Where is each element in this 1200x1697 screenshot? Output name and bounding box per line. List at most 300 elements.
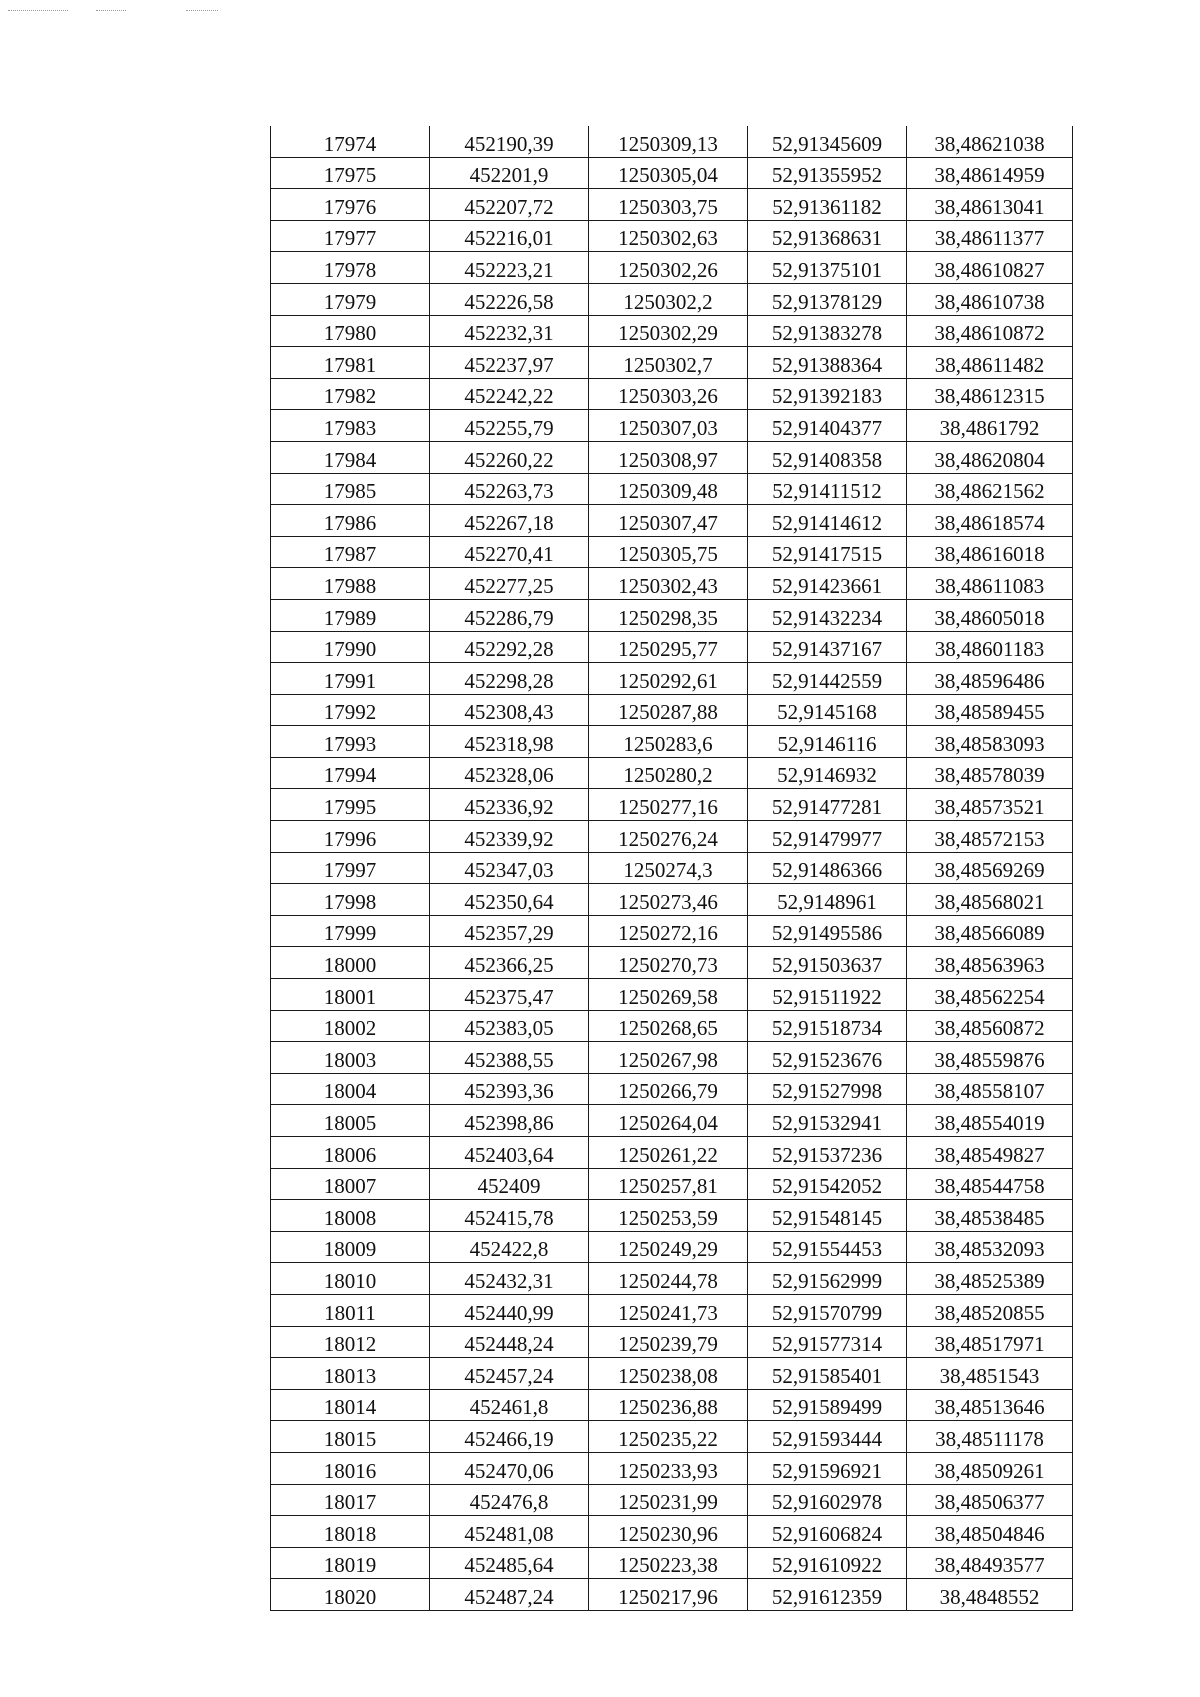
latitude-cell bbox=[748, 694, 907, 726]
longitude-cell bbox=[907, 1168, 1073, 1200]
cell-value: 1250267,98 bbox=[618, 1047, 718, 1072]
cell-value: 18002 bbox=[323, 1016, 377, 1041]
point-number-cell bbox=[271, 189, 430, 221]
longitude-cell bbox=[907, 757, 1073, 789]
cell-value: 38,48605018 bbox=[934, 605, 1045, 630]
table-row bbox=[271, 1452, 1073, 1484]
cell-value: 1250257,81 bbox=[618, 1174, 718, 1199]
x-coordinate-cell bbox=[430, 1389, 589, 1421]
cell-value: 1250309,13 bbox=[618, 131, 718, 156]
y-coordinate-cell bbox=[589, 505, 748, 537]
x-coordinate-cell bbox=[430, 599, 589, 631]
latitude-cell bbox=[748, 915, 907, 947]
x-coordinate-cell bbox=[430, 1042, 589, 1074]
point-number-cell bbox=[271, 1547, 430, 1579]
cell-value: 52,91554453 bbox=[771, 1237, 883, 1262]
cell-value: 52,91442559 bbox=[771, 668, 883, 693]
latitude-cell bbox=[748, 410, 907, 442]
table-row bbox=[271, 1042, 1073, 1074]
cell-value: 18018 bbox=[323, 1521, 377, 1546]
cell-value: 38,48616018 bbox=[934, 542, 1045, 567]
latitude-cell bbox=[748, 505, 907, 537]
latitude-cell bbox=[748, 1073, 907, 1105]
cell-value: 38,48511178 bbox=[935, 1426, 1044, 1451]
table-row bbox=[271, 189, 1073, 221]
longitude-cell bbox=[907, 1042, 1073, 1074]
point-number-cell bbox=[271, 410, 430, 442]
cell-value: 18020 bbox=[323, 1584, 377, 1609]
cell-value: 452328,06 bbox=[464, 763, 554, 788]
cell-value: 17986 bbox=[323, 510, 377, 535]
cell-value: 38,48612315 bbox=[934, 384, 1045, 409]
point-number-cell bbox=[271, 1010, 430, 1042]
cell-value: 452190,39 bbox=[464, 131, 554, 156]
cell-value: 52,91408358 bbox=[771, 447, 883, 472]
point-number-cell bbox=[271, 157, 430, 189]
longitude-cell bbox=[907, 1263, 1073, 1295]
cell-value: 52,91610922 bbox=[771, 1553, 883, 1578]
cell-value: 452201,9 bbox=[469, 163, 549, 188]
cell-value: 1250217,96 bbox=[618, 1584, 718, 1609]
cell-value: 452292,28 bbox=[464, 637, 554, 662]
cell-value: 18015 bbox=[323, 1426, 377, 1451]
table-row bbox=[271, 410, 1073, 442]
cell-value: 38,48620804 bbox=[934, 447, 1045, 472]
y-coordinate-cell bbox=[589, 1358, 748, 1390]
cell-value: 1250303,26 bbox=[618, 384, 718, 409]
cell-value: 1250268,65 bbox=[618, 1016, 718, 1041]
latitude-cell bbox=[748, 1452, 907, 1484]
cell-value: 38,48520855 bbox=[934, 1300, 1045, 1325]
x-coordinate-cell bbox=[430, 757, 589, 789]
table-row bbox=[271, 441, 1073, 473]
cell-value: 452481,08 bbox=[464, 1521, 554, 1546]
longitude-cell bbox=[907, 599, 1073, 631]
table-row bbox=[271, 1105, 1073, 1137]
cell-value: 52,91423661 bbox=[771, 573, 883, 598]
cell-value: 52,91378129 bbox=[771, 289, 883, 314]
point-number-cell bbox=[271, 947, 430, 979]
longitude-cell bbox=[907, 1010, 1073, 1042]
cell-value: 38,48569269 bbox=[934, 858, 1045, 883]
latitude-cell bbox=[748, 283, 907, 315]
cell-value: 38,48563963 bbox=[934, 953, 1045, 978]
cell-value: 452403,64 bbox=[464, 1142, 554, 1167]
y-coordinate-cell bbox=[589, 726, 748, 758]
latitude-cell bbox=[748, 126, 907, 157]
cell-value: 452357,29 bbox=[464, 921, 554, 946]
cell-value: 1250241,73 bbox=[618, 1300, 718, 1325]
table-row bbox=[271, 568, 1073, 600]
point-number-cell bbox=[271, 1484, 430, 1516]
y-coordinate-cell bbox=[589, 852, 748, 884]
cell-value: 52,91417515 bbox=[771, 542, 883, 567]
cell-value: 38,48578039 bbox=[934, 763, 1045, 788]
cell-value: 18016 bbox=[323, 1458, 377, 1483]
cell-value: 452255,79 bbox=[464, 415, 554, 440]
table-row bbox=[271, 979, 1073, 1011]
cell-value: 1250305,75 bbox=[618, 542, 718, 567]
point-number-cell bbox=[271, 1168, 430, 1200]
cell-value: 38,48513646 bbox=[934, 1395, 1045, 1420]
cell-value: 18005 bbox=[323, 1111, 377, 1135]
table-row bbox=[271, 1326, 1073, 1358]
cell-value: 38,48544758 bbox=[934, 1174, 1045, 1199]
x-coordinate-cell bbox=[430, 694, 589, 726]
cell-value: 1250302,63 bbox=[618, 226, 718, 251]
cell-value: 52,91585401 bbox=[771, 1363, 883, 1388]
point-number-cell bbox=[271, 536, 430, 568]
cell-value: 52,91392183 bbox=[771, 384, 883, 409]
cell-value: 18009 bbox=[323, 1237, 377, 1262]
longitude-cell bbox=[907, 852, 1073, 884]
point-number-cell bbox=[271, 1326, 430, 1358]
y-coordinate-cell bbox=[589, 220, 748, 252]
point-number-cell bbox=[271, 789, 430, 821]
x-coordinate-cell bbox=[430, 1168, 589, 1200]
cell-value: 452470,06 bbox=[464, 1458, 554, 1483]
cell-value: 1250287,88 bbox=[618, 700, 718, 725]
latitude-cell bbox=[748, 947, 907, 979]
table-row bbox=[271, 599, 1073, 631]
cell-value: 38,48618574 bbox=[934, 510, 1045, 535]
longitude-cell bbox=[907, 189, 1073, 221]
cell-value: 1250295,77 bbox=[618, 637, 718, 662]
cell-value: 452383,05 bbox=[464, 1016, 554, 1041]
x-coordinate-cell bbox=[430, 1010, 589, 1042]
latitude-cell bbox=[748, 441, 907, 473]
cell-value: 1250244,78 bbox=[618, 1268, 718, 1293]
longitude-cell bbox=[907, 1579, 1073, 1611]
cell-value: 52,91414612 bbox=[771, 510, 883, 535]
cell-value: 38,48559876 bbox=[934, 1047, 1045, 1072]
x-coordinate-cell bbox=[430, 1137, 589, 1169]
cell-value: 1250277,16 bbox=[618, 795, 718, 820]
table-row bbox=[271, 315, 1073, 347]
cell-value: 18003 bbox=[323, 1047, 377, 1072]
table-row bbox=[271, 726, 1073, 758]
latitude-cell bbox=[748, 473, 907, 505]
point-number-cell bbox=[271, 1516, 430, 1548]
y-coordinate-cell bbox=[589, 347, 748, 379]
point-number-cell bbox=[271, 473, 430, 505]
cell-value: 38,48566089 bbox=[934, 921, 1045, 946]
latitude-cell bbox=[748, 315, 907, 347]
point-number-cell bbox=[271, 915, 430, 947]
latitude-cell bbox=[748, 568, 907, 600]
cell-value: 452267,18 bbox=[464, 510, 554, 535]
longitude-cell bbox=[907, 252, 1073, 284]
cell-value: 452308,43 bbox=[464, 700, 554, 725]
cell-value: 38,48610827 bbox=[934, 257, 1045, 282]
cell-value: 18017 bbox=[323, 1490, 377, 1515]
cell-value: 18001 bbox=[323, 984, 377, 1009]
longitude-cell bbox=[907, 220, 1073, 252]
longitude-cell bbox=[907, 157, 1073, 189]
cell-value: 17994 bbox=[323, 763, 377, 788]
x-coordinate-cell bbox=[430, 631, 589, 663]
cell-value: 38,48610738 bbox=[934, 289, 1045, 314]
point-number-cell bbox=[271, 1042, 430, 1074]
longitude-cell bbox=[907, 378, 1073, 410]
cell-value: 52,91577314 bbox=[771, 1332, 883, 1357]
cell-value: 52,91570799 bbox=[771, 1300, 883, 1325]
table-row bbox=[271, 1137, 1073, 1169]
cell-value: 452448,24 bbox=[464, 1332, 554, 1357]
cell-value: 1250272,16 bbox=[618, 921, 718, 946]
longitude-cell bbox=[907, 1358, 1073, 1390]
latitude-cell bbox=[748, 1516, 907, 1548]
x-coordinate-cell bbox=[430, 505, 589, 537]
longitude-cell bbox=[907, 1137, 1073, 1169]
cell-value: 452339,92 bbox=[464, 826, 554, 851]
coordinates-table-body bbox=[271, 126, 1073, 1610]
cell-value: 38,48621562 bbox=[934, 479, 1045, 504]
x-coordinate-cell bbox=[430, 1452, 589, 1484]
cell-value: 452216,01 bbox=[464, 226, 554, 251]
x-coordinate-cell bbox=[430, 821, 589, 853]
longitude-cell bbox=[907, 1421, 1073, 1453]
point-number-cell bbox=[271, 315, 430, 347]
y-coordinate-cell bbox=[589, 1042, 748, 1074]
longitude-cell bbox=[907, 1484, 1073, 1516]
latitude-cell bbox=[748, 884, 907, 916]
cell-value: 452350,64 bbox=[464, 889, 554, 914]
y-coordinate-cell bbox=[589, 1231, 748, 1263]
y-coordinate-cell bbox=[589, 1168, 748, 1200]
cell-value: 38,48596486 bbox=[934, 668, 1045, 693]
latitude-cell bbox=[748, 599, 907, 631]
cell-value: 17980 bbox=[323, 321, 377, 346]
cell-value: 1250270,73 bbox=[618, 953, 718, 978]
latitude-cell bbox=[748, 1168, 907, 1200]
y-coordinate-cell bbox=[589, 315, 748, 347]
cell-value: 17999 bbox=[323, 921, 377, 946]
cell-value: 38,48554019 bbox=[934, 1111, 1045, 1135]
cell-value: 1250308,97 bbox=[618, 447, 718, 472]
cell-value: 52,91375101 bbox=[771, 257, 883, 282]
latitude-cell bbox=[748, 1105, 907, 1137]
longitude-cell bbox=[907, 1547, 1073, 1579]
cell-value: 17975 bbox=[323, 163, 377, 188]
longitude-cell bbox=[907, 441, 1073, 473]
scan-artifact bbox=[8, 10, 68, 11]
latitude-cell bbox=[748, 536, 907, 568]
table-row bbox=[271, 1547, 1073, 1579]
cell-value: 452286,79 bbox=[464, 605, 554, 630]
table-row bbox=[271, 473, 1073, 505]
latitude-cell bbox=[748, 157, 907, 189]
y-coordinate-cell bbox=[589, 189, 748, 221]
y-coordinate-cell bbox=[589, 252, 748, 284]
latitude-cell bbox=[748, 1484, 907, 1516]
longitude-cell bbox=[907, 884, 1073, 916]
cell-value: 18010 bbox=[323, 1268, 377, 1293]
x-coordinate-cell bbox=[430, 1231, 589, 1263]
cell-value: 18006 bbox=[323, 1142, 377, 1167]
x-coordinate-cell bbox=[430, 315, 589, 347]
cell-value: 52,91479977 bbox=[771, 826, 883, 851]
cell-value: 38,48538485 bbox=[934, 1205, 1045, 1230]
cell-value: 17998 bbox=[323, 889, 377, 914]
cell-value: 452366,25 bbox=[464, 953, 554, 978]
table-row bbox=[271, 694, 1073, 726]
cell-value: 17996 bbox=[323, 826, 377, 851]
y-coordinate-cell bbox=[589, 1073, 748, 1105]
table-row bbox=[271, 884, 1073, 916]
point-number-cell bbox=[271, 283, 430, 315]
point-number-cell bbox=[271, 1137, 430, 1169]
longitude-cell bbox=[907, 789, 1073, 821]
cell-value: 1250236,88 bbox=[618, 1395, 718, 1420]
y-coordinate-cell bbox=[589, 821, 748, 853]
cell-value: 52,91404377 bbox=[771, 415, 883, 440]
cell-value: 38,48589455 bbox=[934, 700, 1045, 725]
longitude-cell bbox=[907, 726, 1073, 758]
point-number-cell bbox=[271, 1263, 430, 1295]
cell-value: 452318,98 bbox=[464, 731, 554, 756]
cell-value: 1250302,26 bbox=[618, 257, 718, 282]
y-coordinate-cell bbox=[589, 1579, 748, 1611]
table-row bbox=[271, 1231, 1073, 1263]
point-number-cell bbox=[271, 378, 430, 410]
cell-value: 38,48504846 bbox=[934, 1521, 1045, 1546]
y-coordinate-cell bbox=[589, 1105, 748, 1137]
longitude-cell bbox=[907, 631, 1073, 663]
cell-value: 52,91537236 bbox=[771, 1142, 883, 1167]
cell-value: 17981 bbox=[323, 352, 377, 377]
x-coordinate-cell bbox=[430, 726, 589, 758]
point-number-cell bbox=[271, 1389, 430, 1421]
cell-value: 1250231,99 bbox=[618, 1490, 718, 1515]
latitude-cell bbox=[748, 1389, 907, 1421]
latitude-cell bbox=[748, 1263, 907, 1295]
y-coordinate-cell bbox=[589, 915, 748, 947]
cell-value: 52,91345609 bbox=[771, 131, 883, 156]
longitude-cell bbox=[907, 1073, 1073, 1105]
cell-value: 452237,97 bbox=[464, 352, 554, 377]
y-coordinate-cell bbox=[589, 631, 748, 663]
latitude-cell bbox=[748, 1421, 907, 1453]
cell-value: 17987 bbox=[323, 542, 377, 567]
cell-value: 38,4851543 bbox=[939, 1363, 1040, 1388]
cell-value: 17990 bbox=[323, 637, 377, 662]
cell-value: 38,48562254 bbox=[934, 984, 1045, 1009]
y-coordinate-cell bbox=[589, 1452, 748, 1484]
cell-value: 18019 bbox=[323, 1553, 377, 1578]
cell-value: 452440,99 bbox=[464, 1300, 554, 1325]
x-coordinate-cell bbox=[430, 947, 589, 979]
x-coordinate-cell bbox=[430, 915, 589, 947]
longitude-cell bbox=[907, 473, 1073, 505]
cell-value: 452485,64 bbox=[464, 1553, 554, 1578]
cell-value: 52,91606824 bbox=[771, 1521, 883, 1546]
latitude-cell bbox=[748, 852, 907, 884]
cell-value: 1250298,35 bbox=[618, 605, 718, 630]
y-coordinate-cell bbox=[589, 1326, 748, 1358]
cell-value: 38,48583093 bbox=[934, 731, 1045, 756]
cell-value: 1250266,79 bbox=[618, 1079, 718, 1104]
cell-value: 1250239,79 bbox=[618, 1332, 718, 1357]
point-number-cell bbox=[271, 979, 430, 1011]
latitude-cell bbox=[748, 220, 907, 252]
cell-value: 452336,92 bbox=[464, 795, 554, 820]
cell-value: 452432,31 bbox=[464, 1268, 554, 1293]
table-row bbox=[271, 126, 1073, 157]
cell-value: 1250261,22 bbox=[618, 1142, 718, 1167]
cell-value: 452207,72 bbox=[464, 194, 554, 219]
point-number-cell bbox=[271, 126, 430, 157]
x-coordinate-cell bbox=[430, 410, 589, 442]
point-number-cell bbox=[271, 1579, 430, 1611]
cell-value: 38,48506377 bbox=[934, 1490, 1045, 1515]
y-coordinate-cell bbox=[589, 536, 748, 568]
cell-value: 17974 bbox=[323, 131, 377, 156]
y-coordinate-cell bbox=[589, 1263, 748, 1295]
y-coordinate-cell bbox=[589, 947, 748, 979]
table-row bbox=[271, 789, 1073, 821]
cell-value: 1250276,24 bbox=[618, 826, 718, 851]
latitude-cell bbox=[748, 789, 907, 821]
cell-value: 52,91355952 bbox=[771, 163, 883, 188]
cell-value: 18008 bbox=[323, 1205, 377, 1230]
point-number-cell bbox=[271, 347, 430, 379]
y-coordinate-cell bbox=[589, 1137, 748, 1169]
x-coordinate-cell bbox=[430, 1358, 589, 1390]
y-coordinate-cell bbox=[589, 1389, 748, 1421]
cell-value: 452476,8 bbox=[469, 1490, 549, 1515]
y-coordinate-cell bbox=[589, 157, 748, 189]
cell-value: 18007 bbox=[323, 1174, 377, 1199]
cell-value: 52,91542052 bbox=[771, 1174, 883, 1199]
cell-value: 38,48558107 bbox=[934, 1079, 1045, 1104]
y-coordinate-cell bbox=[589, 126, 748, 157]
point-number-cell bbox=[271, 821, 430, 853]
table-row bbox=[271, 852, 1073, 884]
y-coordinate-cell bbox=[589, 599, 748, 631]
cell-value: 1250253,59 bbox=[618, 1205, 718, 1230]
cell-value: 452422,8 bbox=[469, 1237, 549, 1262]
x-coordinate-cell bbox=[430, 1579, 589, 1611]
cell-value: 52,9145168 bbox=[777, 700, 877, 725]
x-coordinate-cell bbox=[430, 252, 589, 284]
cell-value: 1250223,38 bbox=[618, 1553, 718, 1578]
cell-value: 1250302,7 bbox=[623, 352, 713, 377]
y-coordinate-cell bbox=[589, 283, 748, 315]
cell-value: 1250235,22 bbox=[618, 1426, 718, 1451]
cell-value: 17977 bbox=[323, 226, 377, 251]
cell-value: 17989 bbox=[323, 605, 377, 630]
cell-value: 38,48611083 bbox=[934, 573, 1045, 598]
point-number-cell bbox=[271, 1200, 430, 1232]
longitude-cell bbox=[907, 126, 1073, 157]
y-coordinate-cell bbox=[589, 757, 748, 789]
cell-value: 38,48614959 bbox=[934, 163, 1045, 188]
cell-value: 38,48493577 bbox=[934, 1553, 1045, 1578]
x-coordinate-cell bbox=[430, 1516, 589, 1548]
table-row bbox=[271, 157, 1073, 189]
cell-value: 1250283,6 bbox=[623, 731, 713, 756]
y-coordinate-cell bbox=[589, 1516, 748, 1548]
x-coordinate-cell bbox=[430, 283, 589, 315]
cell-value: 452263,73 bbox=[464, 479, 554, 504]
table-row bbox=[271, 536, 1073, 568]
x-coordinate-cell bbox=[430, 1294, 589, 1326]
cell-value: 38,48568021 bbox=[934, 889, 1045, 914]
table-row bbox=[271, 915, 1073, 947]
cell-value: 17993 bbox=[323, 731, 377, 756]
cell-value: 38,48613041 bbox=[934, 194, 1045, 219]
